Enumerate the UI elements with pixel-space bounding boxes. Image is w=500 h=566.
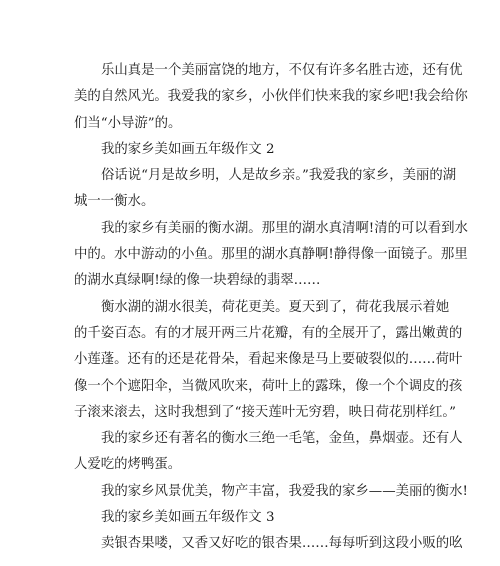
text-line: 们当“小导游”的。 (74, 115, 182, 131)
essay-text (74, 58, 468, 558)
text-line: 小莲蓬。还有的还是花骨朵，看起来像是马上要破裂似的……荷叶 (74, 352, 463, 368)
section-heading: 我的家乡美如画五年级作文 2 (101, 141, 275, 157)
text-line: 我的家乡有美丽的衡水湖。那里的湖水真清啊!清的可以看到水 (101, 220, 468, 236)
text-line: 美的自然风光。我爱我的家乡，小伙伴们快来我的家乡吧!我会给你 (74, 89, 468, 105)
text-line: 乐山真是一个美丽富饶的地方，不仅有许多名胜古迹，还有优 (101, 63, 463, 78)
text-line: 子滚来滚去，这时我想到了“接天莲叶无穷碧，映日荷花别样红。” (74, 404, 456, 420)
section-heading: 我的家乡美如画五年级作文 3 (101, 510, 275, 526)
text-line: 人爱吃的烤鸭蛋。 (74, 457, 182, 473)
text-line: 我的家乡还有著名的衡水三绝一毛笔，金鱼，鼻烟壶。还有人 (101, 431, 463, 447)
text-line: 俗话说“月是故乡明，人是故乡亲。”我爱我的家乡，美丽的湖 (101, 168, 457, 184)
text-line: 的湖水真绿啊!绿的像一块碧绿的翡翠…… (74, 273, 321, 289)
text-line: 的千姿百态。有的才展开两三片花瓣，有的全展开了，露出嫩黄的 (74, 325, 463, 341)
text-line: 衡水湖的湖水很美，荷花更美。夏天到了，荷花我展示着她 (101, 299, 450, 315)
text-line: 中的。水中游动的小鱼。那里的湖水真静啊!静得像一面镜子。那里 (74, 247, 468, 263)
text-line: 像一个个遮阳伞，当微风吹来，荷叶上的露珠，像一个个调皮的孩 (74, 378, 463, 394)
text-line: 我的家乡风景优美，物产丰富，我爱我的家乡——美丽的衡水! (101, 483, 468, 499)
text-line: 城一一衡水。 (74, 194, 155, 210)
text-line: 卖银杏果喽，又香又好吃的银杏果……每每听到这段小贩的吆 (101, 536, 463, 552)
